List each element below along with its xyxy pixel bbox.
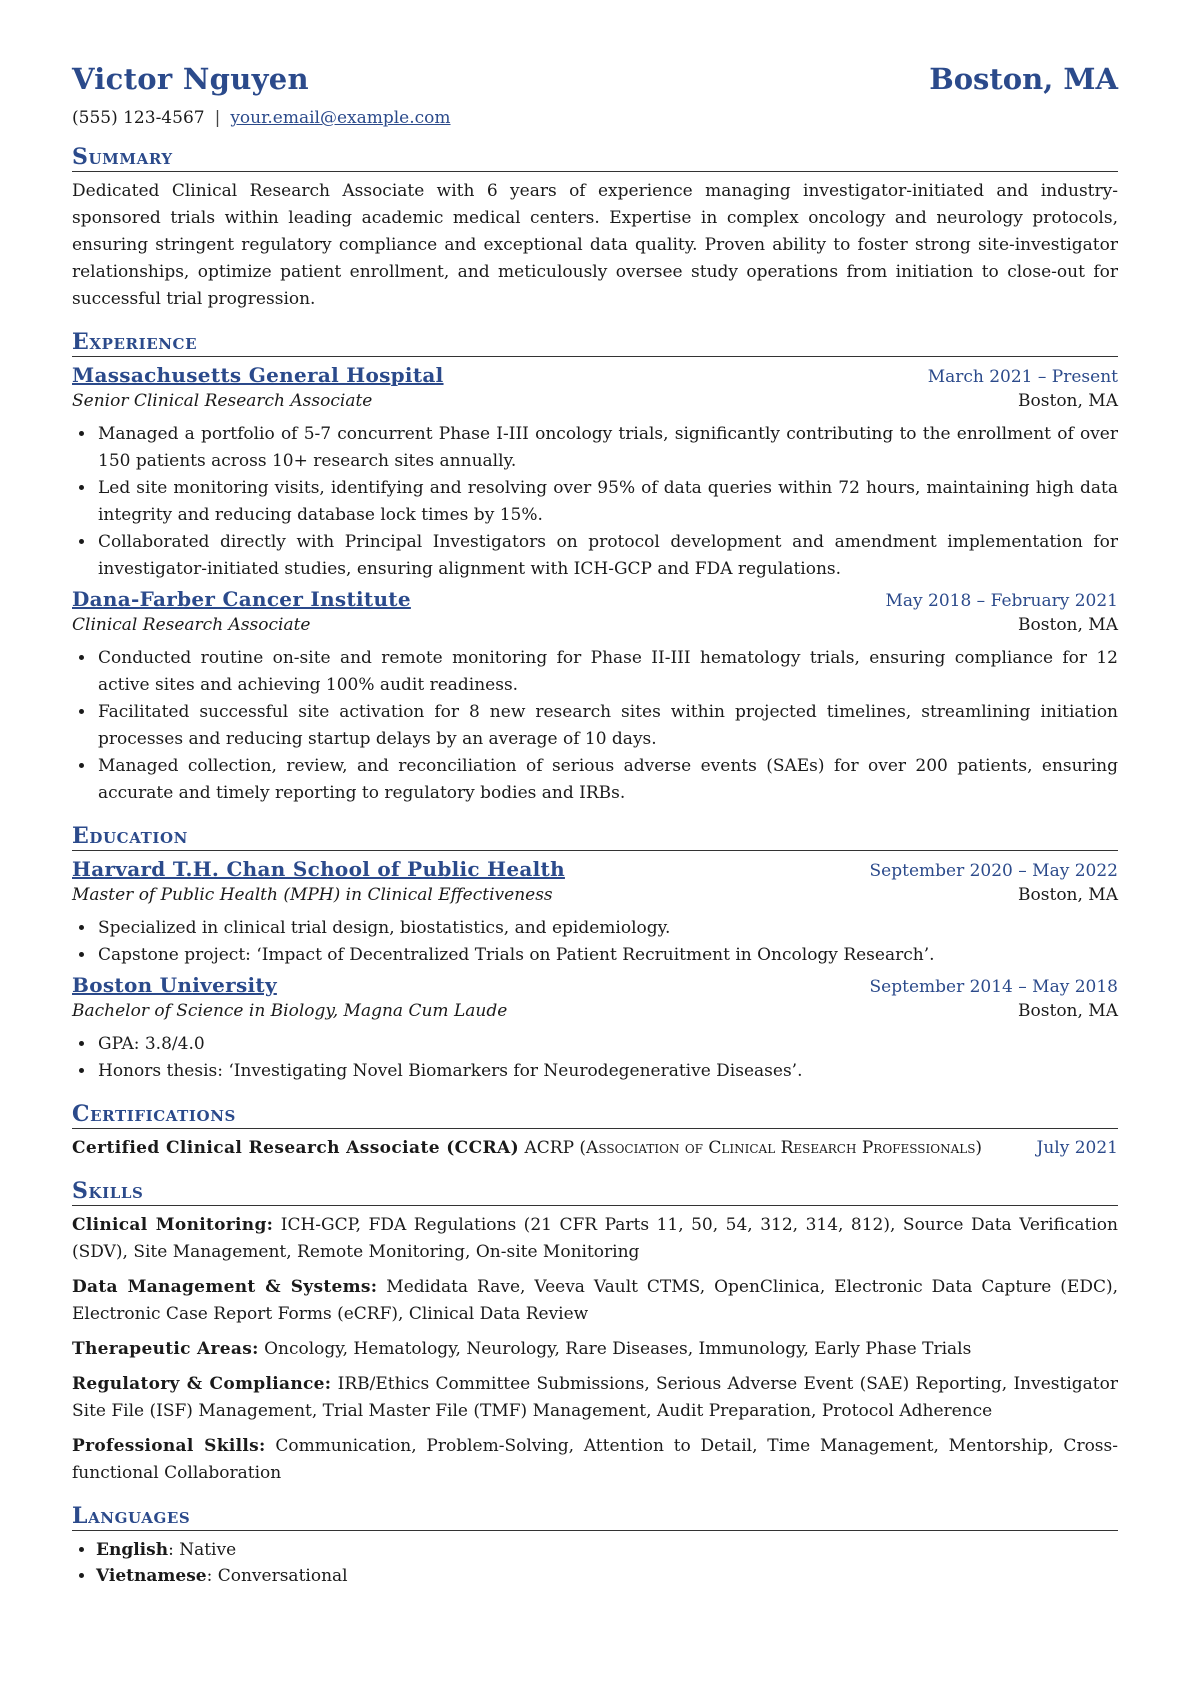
certification-name: Certified Clinical Research Associate (CCRA) bbox=[72, 1138, 520, 1158]
certification-issuer: ACRP (Association of Clinical Research Professionals) bbox=[524, 1138, 983, 1158]
skill-category: Data Management & Systems: bbox=[72, 1277, 378, 1297]
language-level: : Native bbox=[168, 1540, 237, 1560]
organization-name[interactable]: Dana-Farber Cancer Institute bbox=[72, 587, 411, 611]
skill-list-text: Medidata Rave, Veeva Vault CTMS, OpenClinica, Electronic Data Capture (EDC), Electronic Case Report Forms (eCRF), Clinical Data Review bbox=[72, 1277, 1119, 1324]
certification-list bbox=[72, 1135, 1118, 1162]
skill-list-text: ICH-GCP, FDA Regulations (21 CFR Parts 11, 50, 54, 312, 314, 812), Source Data Verification (SDV), Site Management, Remote Monitoring, On-site Monitoring bbox=[72, 1215, 1118, 1262]
entry-location: Boston, MA bbox=[1018, 615, 1118, 635]
skill-row bbox=[72, 1274, 1118, 1328]
entry-bullets bbox=[72, 1031, 1118, 1085]
section-title-education: Education bbox=[72, 823, 1118, 851]
entry-subheader bbox=[72, 391, 1118, 411]
section-title-certifications: Certifications bbox=[72, 1101, 1118, 1129]
entry-date: September 2020 – May 2022 bbox=[869, 861, 1118, 881]
entry-role: Master of Public Health (MPH) in Clinical Effectiveness bbox=[72, 885, 553, 905]
language-item bbox=[96, 1563, 1118, 1589]
contact-line bbox=[72, 108, 1118, 128]
entry-header bbox=[72, 973, 1118, 997]
phone-number: (555) 123-4567 bbox=[72, 108, 205, 128]
language-level: : Conversational bbox=[206, 1566, 348, 1586]
bullet-item: • Led site monitoring visits, identifying and resolving over 95% of data queries within 72 hours, maintaining high data integrity and reducing database lock times by 15%. bbox=[96, 475, 1118, 529]
certification-date: July 2021 bbox=[1036, 1138, 1118, 1158]
entry-header bbox=[72, 363, 1118, 387]
bullet-item: • Facilitated successful site activation for 8 new research sites within projected timelines, streamlining initiation processes and reducing startup delays by an average of 10 days. bbox=[96, 699, 1118, 753]
entry-bullets bbox=[72, 915, 1118, 969]
skill-category: Regulatory & Compliance: bbox=[72, 1374, 332, 1394]
entry-subheader bbox=[72, 1001, 1118, 1021]
bullet-item: • Specialized in clinical trial design, biostatistics, and epidemiology. bbox=[96, 915, 1118, 942]
bullet-item: • Managed collection, review, and reconciliation of serious adverse events (SAEs) for over 200 patients, ensuring accurate and timely reporting to regulatory bodies and IRBs. bbox=[96, 753, 1118, 807]
bullet-item: • Collaborated directly with Principal Investigators on protocol development and amendment implementation for investigator-initiated studies, ensuring alignment with ICH-GCP and FDA regulations. bbox=[96, 529, 1118, 583]
entry-location: Boston, MA bbox=[1018, 885, 1118, 905]
skills-list bbox=[72, 1212, 1118, 1487]
section-title-summary: Summary bbox=[72, 144, 1118, 172]
bullet-item: • Honors thesis: ‘Investigating Novel Biomarkers for Neurodegenerative Diseases’. bbox=[96, 1058, 1118, 1085]
entry-subheader bbox=[72, 615, 1118, 635]
entry-header bbox=[72, 587, 1118, 611]
bullet-item: • Capstone project: ‘Impact of Decentralized Trials on Patient Recruitment in Oncology Research’. bbox=[96, 942, 1118, 969]
candidate-name: Victor Nguyen bbox=[72, 62, 309, 96]
organization-name[interactable]: Boston University bbox=[72, 973, 277, 997]
education-list bbox=[72, 857, 1118, 1085]
skill-row bbox=[72, 1433, 1118, 1487]
skill-list-text: IRB/Ethics Committee Submissions, Serious Adverse Event (SAE) Reporting, Investigator Site File (ISF) Management, Trial Master File (TMF) Management, Audit Preparation, Protocol Adherence bbox=[72, 1374, 1118, 1421]
entry-bullets bbox=[72, 645, 1118, 807]
candidate-location: Boston, MA bbox=[929, 62, 1118, 96]
skill-category: Professional Skills: bbox=[72, 1436, 266, 1456]
skill-row bbox=[72, 1212, 1118, 1266]
entry-header bbox=[72, 857, 1118, 881]
certification-text bbox=[72, 1135, 1037, 1162]
summary-text: Dedicated Clinical Research Associate with 6 years of experience managing investigator-initiated and industry-sponsored trials within leading academic medical centers. Expertise in complex oncology and neurology protocols, ensuring stringent regulatory compliance and exceptional data quality. Proven ability to foster strong site-investigator relationships, optimize patient enrollment, and meticulously oversee study operations from initiation to close-out for successful trial progression. bbox=[72, 181, 1118, 309]
language-name: Vietnamese bbox=[96, 1566, 207, 1586]
experience-list bbox=[72, 363, 1118, 807]
skill-row bbox=[72, 1336, 1118, 1363]
contact-separator: | bbox=[214, 108, 221, 128]
certification-item bbox=[72, 1135, 1118, 1162]
language-name: English bbox=[96, 1540, 169, 1560]
entry-location: Boston, MA bbox=[1018, 391, 1118, 411]
skill-category: Therapeutic Areas: bbox=[72, 1339, 259, 1359]
bullet-item: • Managed a portfolio of 5-7 concurrent Phase I-III oncology trials, significantly contributing to the enrollment of over 150 patients across 10+ research sites annually. bbox=[96, 421, 1118, 475]
language-item bbox=[96, 1537, 1118, 1563]
entry-subheader bbox=[72, 885, 1118, 905]
bullet-item: • GPA: 3.8/4.0 bbox=[96, 1031, 1118, 1058]
entry-date: May 2018 – February 2021 bbox=[885, 591, 1118, 611]
skill-list-text: Oncology, Hematology, Neurology, Rare Diseases, Immunology, Early Phase Trials bbox=[264, 1339, 972, 1359]
bullet-item: • Conducted routine on-site and remote monitoring for Phase II-III hematology trials, ensuring compliance for 12 active sites and achieving 100% audit readiness. bbox=[96, 645, 1118, 699]
organization-name[interactable]: Massachusetts General Hospital bbox=[72, 363, 444, 387]
section-title-experience: Experience bbox=[72, 329, 1118, 357]
skill-category: Clinical Monitoring: bbox=[72, 1215, 274, 1235]
email-link[interactable]: your.email@example.com bbox=[230, 108, 451, 128]
entry-role: Senior Clinical Research Associate bbox=[72, 391, 373, 411]
entry-role: Bachelor of Science in Biology, Magna Cum Laude bbox=[72, 1001, 508, 1021]
resume-header bbox=[72, 62, 1118, 96]
skill-list-text: Communication, Problem-Solving, Attention to Detail, Time Management, Mentorship, Cross-functional Collaboration bbox=[72, 1436, 1118, 1483]
organization-name[interactable]: Harvard T.H. Chan School of Public Health bbox=[72, 857, 565, 881]
entry-bullets bbox=[72, 421, 1118, 583]
languages-list bbox=[72, 1537, 1118, 1589]
skill-row bbox=[72, 1371, 1118, 1425]
entry-date: March 2021 – Present bbox=[927, 367, 1118, 387]
section-title-languages: Languages bbox=[72, 1503, 1118, 1531]
entry-role: Clinical Research Associate bbox=[72, 615, 311, 635]
section-title-skills: Skills bbox=[72, 1178, 1118, 1206]
entry-location: Boston, MA bbox=[1018, 1001, 1118, 1021]
entry-date: September 2014 – May 2018 bbox=[869, 977, 1118, 997]
